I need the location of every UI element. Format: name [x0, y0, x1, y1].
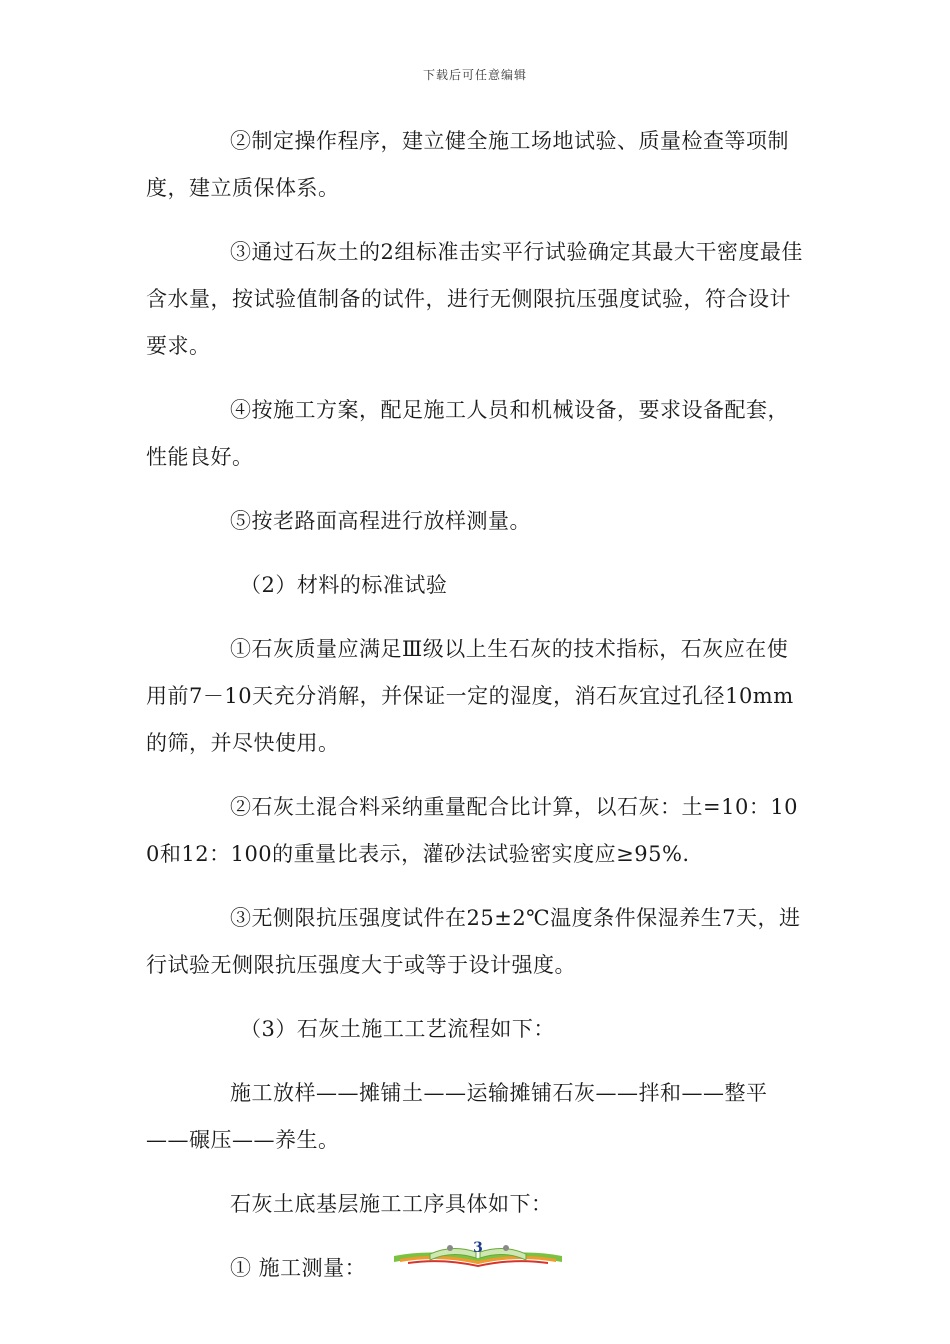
- page-header: 下载后可任意编辑: [422, 68, 527, 82]
- page-number: 3: [473, 1240, 483, 1256]
- paragraph: ①石灰质量应满足Ⅲ级以上生石灰的技术指标，石灰应在使用前7－10天充分消解，并保证一定的湿度，消石灰宜过孔径10mm的筛，并尽快使用。: [146, 637, 794, 755]
- paragraph: ⑤按老路面高程进行放样测量。: [230, 509, 531, 533]
- paragraph: ③通过石灰土的2组标准击实平行试验确定其最大干密度最佳含水量，按试验值制备的试件，进行无侧限抗压强度试验，符合设计要求。: [146, 240, 803, 358]
- paragraph: ②制定操作程序，建立健全施工场地试验、质量检查等项制度，建立质保体系。: [146, 129, 789, 200]
- page-footer: [390, 1238, 566, 1268]
- document-body: [146, 118, 806, 1309]
- paragraph: 施工放样——摊铺土——运输摊铺石灰——拌和——整平——碾压——养生。: [146, 1081, 768, 1152]
- section-heading: （3）石灰土施工工艺流程如下：: [240, 1017, 555, 1041]
- paragraph: 石灰土底基层施工工序具体如下：: [230, 1192, 553, 1216]
- paragraph: ②石灰土混合料采纳重量配合比计算，以石灰：土=10：100和12：100的重量比表示，灌砂法试验密实度应≥95%.: [146, 795, 799, 866]
- section-heading: （2）材料的标准试验: [240, 573, 448, 597]
- paragraph: ④按施工方案，配足施工人员和机械设备，要求设备配套，性能良好。: [146, 398, 789, 469]
- paragraph: ① 施工测量：: [230, 1256, 367, 1280]
- paragraph: ③无侧限抗压强度试件在25±2℃温度条件保湿养生7天，进行试验无侧限抗压强度大于或等于设计强度。: [146, 906, 801, 977]
